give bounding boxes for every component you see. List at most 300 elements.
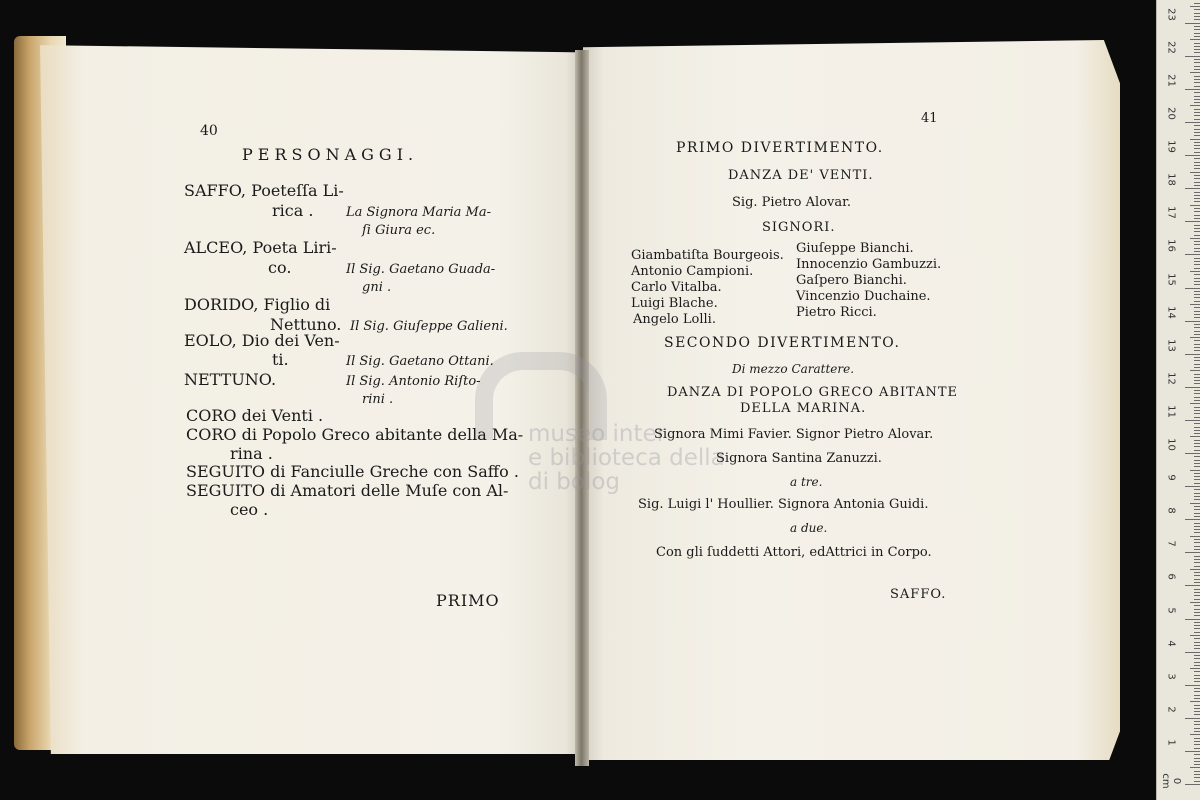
ruler-tick <box>1190 105 1200 106</box>
ruler-number: 20 <box>1165 107 1177 120</box>
ruler-tick <box>1194 592 1200 593</box>
grouping-label: a due. <box>790 521 828 535</box>
ruler-tick <box>1194 109 1200 110</box>
ruler-tick <box>1194 228 1200 229</box>
ruler-tick <box>1194 350 1200 351</box>
ruler-tick <box>1194 705 1200 706</box>
ruler-number: 15 <box>1165 272 1177 286</box>
ruler-number: 21 <box>1165 74 1177 87</box>
ruler-tick <box>1194 777 1200 778</box>
ruler-tick <box>1194 347 1200 348</box>
ruler-tick <box>1194 506 1200 507</box>
ruler-tick <box>1194 612 1200 613</box>
ruler-tick <box>1194 728 1200 729</box>
ruler-tick <box>1194 297 1200 298</box>
ruler-tick <box>1194 33 1200 34</box>
ruler-tick <box>1194 208 1200 209</box>
ruler-number: 17 <box>1165 206 1177 220</box>
ruler-tick <box>1190 72 1200 73</box>
ruler-tick <box>1194 393 1200 394</box>
retinue-line: SEGUITO di Amatori delle Muſe con Al- <box>186 481 509 500</box>
ruler-tick <box>1194 532 1200 533</box>
ruler-tick <box>1194 489 1200 490</box>
watermark-line: e biblioteca della <box>528 445 725 471</box>
ruler-tick <box>1194 714 1200 715</box>
ruler-tick <box>1194 360 1200 361</box>
ruler-tick <box>1194 526 1200 527</box>
ruler-tick <box>1185 387 1200 388</box>
ruler-tick <box>1190 238 1200 239</box>
ruler-tick <box>1194 549 1200 550</box>
ruler-tick <box>1194 466 1200 467</box>
ruler-tick <box>1190 536 1200 537</box>
ruler-tick <box>1194 380 1200 381</box>
dancer-name: Angelo Lolli. <box>633 312 716 327</box>
ruler-tick <box>1194 516 1200 517</box>
ruler-tick <box>1185 56 1200 57</box>
dancer-line: Sig. Luigi l' Houllier. Signora Antonia Guidi. <box>638 497 929 512</box>
ruler-tick <box>1194 231 1200 232</box>
ruler-number: 13 <box>1165 338 1177 352</box>
ruler-tick <box>1194 115 1200 116</box>
ruler-tick <box>1194 681 1200 682</box>
ruler-tick <box>1194 278 1200 279</box>
ruler-tick <box>1194 168 1200 169</box>
ruler-tick <box>1185 420 1200 421</box>
ruler-tick <box>1194 268 1200 269</box>
ruler-tick <box>1190 39 1200 40</box>
ruler-tick <box>1194 575 1200 576</box>
actor-name: ſi Giura ec. <box>362 223 436 238</box>
watermark-line: museo inter <box>528 421 667 447</box>
ruler-number: 19 <box>1165 140 1177 153</box>
ruler-tick <box>1194 16 1200 17</box>
ruler-tick <box>1194 605 1200 606</box>
ruler-tick <box>1194 377 1200 378</box>
ruler-number: 4 <box>1165 639 1177 647</box>
page-number-right: 41 <box>921 111 938 126</box>
watermark-line: di bolog <box>528 469 621 495</box>
ruler-number: 12 <box>1165 371 1177 385</box>
ruler-tick <box>1194 427 1200 428</box>
ruler-tick <box>1194 251 1200 252</box>
ruler-number: 18 <box>1165 173 1177 187</box>
ruler-tick <box>1194 721 1200 722</box>
ruler-tick <box>1194 36 1200 37</box>
ruler-tick <box>1194 46 1200 47</box>
ruler-tick <box>1194 129 1200 130</box>
dancer-line: Signora Santina Zanuzzi. <box>716 451 882 466</box>
ruler-tick <box>1190 470 1200 471</box>
ruler-number: 9 <box>1165 474 1177 481</box>
subtitle: Di mezzo Carattere. <box>732 362 855 376</box>
ruler-tick <box>1194 781 1200 782</box>
ruler-tick <box>1194 331 1200 332</box>
ruler-tick <box>1194 185 1200 186</box>
ruler-tick <box>1194 235 1200 236</box>
ruler-tick <box>1185 155 1200 156</box>
ruler-tick <box>1194 539 1200 540</box>
ruler-tick <box>1194 52 1200 53</box>
ruler-number: 8 <box>1165 507 1177 514</box>
ruler-tick <box>1185 486 1200 487</box>
ruler-tick <box>1190 734 1200 735</box>
dancer-name: Antonio Campioni. <box>631 264 754 279</box>
ruler-tick <box>1194 724 1200 725</box>
ruler-tick <box>1194 383 1200 384</box>
ruler-tick <box>1185 784 1200 785</box>
ruler-tick <box>1185 254 1200 255</box>
page-heading: PERSONAGGI. <box>242 145 419 164</box>
dance-title: DELLA MARINA. <box>740 401 867 416</box>
ruler-tick <box>1194 86 1200 87</box>
ruler-tick <box>1194 317 1200 318</box>
ruler-tick <box>1194 483 1200 484</box>
chorus-line: rina . <box>230 444 273 463</box>
ruler-tick <box>1194 178 1200 179</box>
ruler-tick <box>1194 546 1200 547</box>
ruler-tick <box>1194 334 1200 335</box>
ruler-tick <box>1194 142 1200 143</box>
ruler-tick <box>1194 460 1200 461</box>
ruler-tick <box>1194 400 1200 401</box>
actor-name: Il Sig. Gaetano Ottani. <box>346 354 494 369</box>
ruler-tick <box>1194 281 1200 282</box>
ruler-tick <box>1194 19 1200 20</box>
ruler-tick <box>1194 499 1200 500</box>
ruler-tick <box>1194 542 1200 543</box>
ruler-tick <box>1185 122 1200 123</box>
ruler-tick <box>1194 175 1200 176</box>
ruler-tick <box>1194 407 1200 408</box>
dancer-line: Signora Mimi Favier. Signor Pietro Alovar. <box>654 427 934 442</box>
ruler-tick <box>1194 764 1200 765</box>
ruler-tick <box>1194 579 1200 580</box>
ruler-tick <box>1194 708 1200 709</box>
ruler-tick <box>1185 23 1200 24</box>
actor-name: rini . <box>362 392 394 407</box>
ruler-tick <box>1190 205 1200 206</box>
ruler-tick <box>1194 66 1200 67</box>
dancer-name: Giuſeppe Bianchi. <box>796 241 914 256</box>
ruler-tick <box>1194 642 1200 643</box>
ruler-tick <box>1194 152 1200 153</box>
ruler-tick <box>1194 364 1200 365</box>
character-alceo: ALCEO, Poeta Liri- <box>184 238 337 257</box>
ruler-tick <box>1185 652 1200 653</box>
retinue-line: SEGUITO di Fanciulle Greche con Saffo . <box>186 462 519 481</box>
ruler-tick <box>1194 615 1200 616</box>
ruler-tick <box>1194 625 1200 626</box>
ruler-tick <box>1190 139 1200 140</box>
ruler-number: 6 <box>1165 573 1177 581</box>
ruler-tick <box>1194 582 1200 583</box>
ruler-tick <box>1185 552 1200 553</box>
ruler-tick <box>1194 314 1200 315</box>
ruler-tick <box>1194 609 1200 610</box>
dancer-name: Innocenzio Gambuzzi. <box>796 257 942 272</box>
character-cont: rica . <box>272 201 314 220</box>
dancer-name: Pietro Ricci. <box>796 305 877 320</box>
ruler-tick <box>1194 741 1200 742</box>
ruler-tick <box>1190 436 1200 437</box>
ruler-tick <box>1194 675 1200 676</box>
dancer-name: Vincenzio Duchaine. <box>796 289 931 304</box>
ruler-tick <box>1194 225 1200 226</box>
ruler-number: 5 <box>1165 606 1177 614</box>
ruler-tick <box>1194 622 1200 623</box>
ruler-tick <box>1185 619 1200 620</box>
ruler-tick <box>1190 337 1200 338</box>
section-title: PRIMO DIVERTIMENTO. <box>676 140 884 156</box>
ruler-tick <box>1194 556 1200 557</box>
ruler-number: 7 <box>1165 540 1177 547</box>
dance-title: DANZA DE' VENTI. <box>728 168 874 183</box>
character-saffo: SAFFO, Poeteſſa Li- <box>184 181 344 200</box>
ruler-tick <box>1194 99 1200 100</box>
ruler-tick <box>1185 453 1200 454</box>
ruler-tick <box>1194 430 1200 431</box>
ruler-tick <box>1190 6 1200 7</box>
ruler-tick <box>1190 503 1200 504</box>
character-cont: co. <box>268 258 292 277</box>
ruler-tick <box>1194 195 1200 196</box>
actor-name: Il Sig. Antonio Riſto- <box>346 374 481 389</box>
ruler-tick <box>1190 403 1200 404</box>
ruler-tick <box>1185 519 1200 520</box>
character-cont: Nettuno. <box>270 315 342 334</box>
ruler-tick <box>1194 165 1200 166</box>
ruler-tick <box>1194 509 1200 510</box>
retinue-line: ceo . <box>230 500 269 519</box>
ruler-tick <box>1194 69 1200 70</box>
ruler-tick <box>1194 119 1200 120</box>
character-nettuno: NETTUNO. <box>184 370 277 389</box>
ruler-tick <box>1194 307 1200 308</box>
grouping-label: a tre. <box>790 475 823 489</box>
ruler-tick <box>1194 476 1200 477</box>
catchword-left: PRIMO <box>436 591 500 610</box>
actor-name: gni . <box>362 280 392 295</box>
ruler-tick <box>1190 635 1200 636</box>
ruler-tick <box>1194 29 1200 30</box>
dancer-lead: Sig. Pietro Alovar. <box>732 195 852 210</box>
ruler-tick <box>1194 443 1200 444</box>
ruler-tick <box>1194 665 1200 666</box>
ruler-tick <box>1194 261 1200 262</box>
ruler-tick <box>1194 433 1200 434</box>
ruler-tick <box>1194 691 1200 692</box>
ruler-tick <box>1194 96 1200 97</box>
ruler-number: 1 <box>1165 739 1177 746</box>
ruler-number: 10 <box>1165 438 1177 451</box>
ruler-tick <box>1185 718 1200 719</box>
section-title: SECONDO DIVERTIMENTO. <box>664 335 901 351</box>
measurement-ruler <box>1156 0 1200 800</box>
ruler-number: 11 <box>1165 405 1177 418</box>
ruler-tick <box>1194 192 1200 193</box>
ruler-tick <box>1194 311 1200 312</box>
ruler-tick <box>1194 413 1200 414</box>
ruler-tick <box>1194 198 1200 199</box>
ruler-tick <box>1194 301 1200 302</box>
ruler-tick <box>1194 774 1200 775</box>
ruler-tick <box>1194 182 1200 183</box>
ruler-number: 14 <box>1165 305 1177 319</box>
ruler-tick <box>1194 599 1200 600</box>
ruler-tick <box>1194 248 1200 249</box>
ruler-tick <box>1194 374 1200 375</box>
ruler-tick <box>1194 566 1200 567</box>
chorus-line: CORO di Popolo Greco abitante della Ma- <box>186 425 524 444</box>
dancer-name: Gaſpero Bianchi. <box>796 273 907 288</box>
ruler-tick <box>1194 218 1200 219</box>
ruler-tick <box>1194 523 1200 524</box>
ruler-tick <box>1194 244 1200 245</box>
ruler-tick <box>1194 390 1200 391</box>
ruler-tick <box>1194 688 1200 689</box>
ruler-number: 3 <box>1165 673 1177 680</box>
ruler-tick <box>1194 562 1200 563</box>
ruler-tick <box>1194 3 1200 4</box>
ruler-tick <box>1194 43 1200 44</box>
ruler-tick <box>1194 92 1200 93</box>
ruler-tick <box>1194 9 1200 10</box>
ruler-tick <box>1194 410 1200 411</box>
ruler-tick <box>1194 125 1200 126</box>
ruler-tick <box>1194 645 1200 646</box>
ruler-tick <box>1194 446 1200 447</box>
ruler-tick <box>1190 172 1200 173</box>
ruler-tick <box>1194 291 1200 292</box>
ruler-tick <box>1194 628 1200 629</box>
ruler-tick <box>1194 274 1200 275</box>
ruler-tick <box>1194 632 1200 633</box>
ruler-tick <box>1194 748 1200 749</box>
ruler-tick <box>1194 340 1200 341</box>
ruler-tick <box>1190 304 1200 305</box>
ruler-tick <box>1194 211 1200 212</box>
ruler-tick <box>1194 158 1200 159</box>
ruler-tick <box>1194 658 1200 659</box>
ruler-tick <box>1194 357 1200 358</box>
ruler-tick <box>1194 711 1200 712</box>
ruler-tick <box>1194 148 1200 149</box>
ruler-tick <box>1194 738 1200 739</box>
ruler-tick <box>1194 493 1200 494</box>
ruler-tick <box>1194 678 1200 679</box>
ruler-tick <box>1194 731 1200 732</box>
ruler-tick <box>1194 112 1200 113</box>
ruler-tick <box>1194 529 1200 530</box>
chorus-line: CORO dei Venti . <box>186 406 324 425</box>
ruler-tick <box>1194 513 1200 514</box>
ruler-tick <box>1194 423 1200 424</box>
page-number-left: 40 <box>200 123 218 139</box>
ruler-tick <box>1194 473 1200 474</box>
ruler-tick <box>1194 241 1200 242</box>
ruler-tick <box>1194 440 1200 441</box>
ruler-tick <box>1194 496 1200 497</box>
ruler-tick <box>1194 132 1200 133</box>
ruler-tick <box>1194 662 1200 663</box>
ruler-tick <box>1194 258 1200 259</box>
ruler-number: 0 cm <box>1160 773 1182 789</box>
ruler-tick <box>1194 698 1200 699</box>
ruler-tick <box>1194 463 1200 464</box>
catchword-right: SAFFO. <box>890 587 947 602</box>
ruler-tick <box>1190 701 1200 702</box>
ruler-tick <box>1194 294 1200 295</box>
ruler-tick <box>1185 751 1200 752</box>
ruler-tick <box>1194 761 1200 762</box>
ruler-tick <box>1190 271 1200 272</box>
ruler-tick <box>1194 754 1200 755</box>
ruler-tick <box>1194 655 1200 656</box>
ruler-tick <box>1194 744 1200 745</box>
ruler-tick <box>1194 324 1200 325</box>
ruler-tick <box>1194 327 1200 328</box>
ruler-tick <box>1194 76 1200 77</box>
ruler-tick <box>1194 284 1200 285</box>
ruler-tick <box>1194 82 1200 83</box>
ruler-tick <box>1185 221 1200 222</box>
ruler-tick <box>1190 602 1200 603</box>
ruler-tick <box>1194 417 1200 418</box>
ruler-tick <box>1190 668 1200 669</box>
actor-name: Il Sig. Gaetano Guada- <box>346 262 496 277</box>
ruler-tick <box>1194 59 1200 60</box>
ruler-tick <box>1185 89 1200 90</box>
dancer-name: Luigi Blache. <box>631 296 718 311</box>
ruler-tick <box>1194 367 1200 368</box>
ruler-tick <box>1194 26 1200 27</box>
ruler-tick <box>1194 102 1200 103</box>
ruler-tick <box>1194 638 1200 639</box>
ruler-tick <box>1194 62 1200 63</box>
dancer-name: Carlo Vitalba. <box>631 280 722 295</box>
ruler-tick <box>1194 572 1200 573</box>
ruler-tick <box>1190 767 1200 768</box>
ruler-tick <box>1185 321 1200 322</box>
ruler-tick <box>1194 595 1200 596</box>
dance-title: DANZA DI POPOLO GRECO ABITANTE <box>667 385 959 400</box>
character-dorido: DORIDO, Figlio di <box>184 295 331 314</box>
ruler-tick <box>1194 145 1200 146</box>
ruler-tick <box>1194 758 1200 759</box>
ruler-tick <box>1185 585 1200 586</box>
ruler-number: 23 <box>1165 7 1177 21</box>
ruler-tick <box>1194 559 1200 560</box>
ruler-tick <box>1185 188 1200 189</box>
ruler-tick <box>1194 589 1200 590</box>
ruler-tick <box>1185 354 1200 355</box>
ruler-tick <box>1194 215 1200 216</box>
ruler-number: 22 <box>1165 40 1177 54</box>
actor-name: La Signora Maria Ma- <box>346 205 491 220</box>
ruler-tick <box>1194 450 1200 451</box>
ruler-tick <box>1194 13 1200 14</box>
ruler-tick <box>1190 569 1200 570</box>
ruler-tick <box>1194 162 1200 163</box>
ruler-number: 16 <box>1165 239 1177 253</box>
ruler-tick <box>1194 201 1200 202</box>
ruler-tick <box>1185 685 1200 686</box>
ruler-tick <box>1194 648 1200 649</box>
ruler-tick <box>1194 344 1200 345</box>
ruler-tick <box>1194 671 1200 672</box>
actor-name: Il Sig. Giuſeppe Galieni. <box>350 319 508 334</box>
